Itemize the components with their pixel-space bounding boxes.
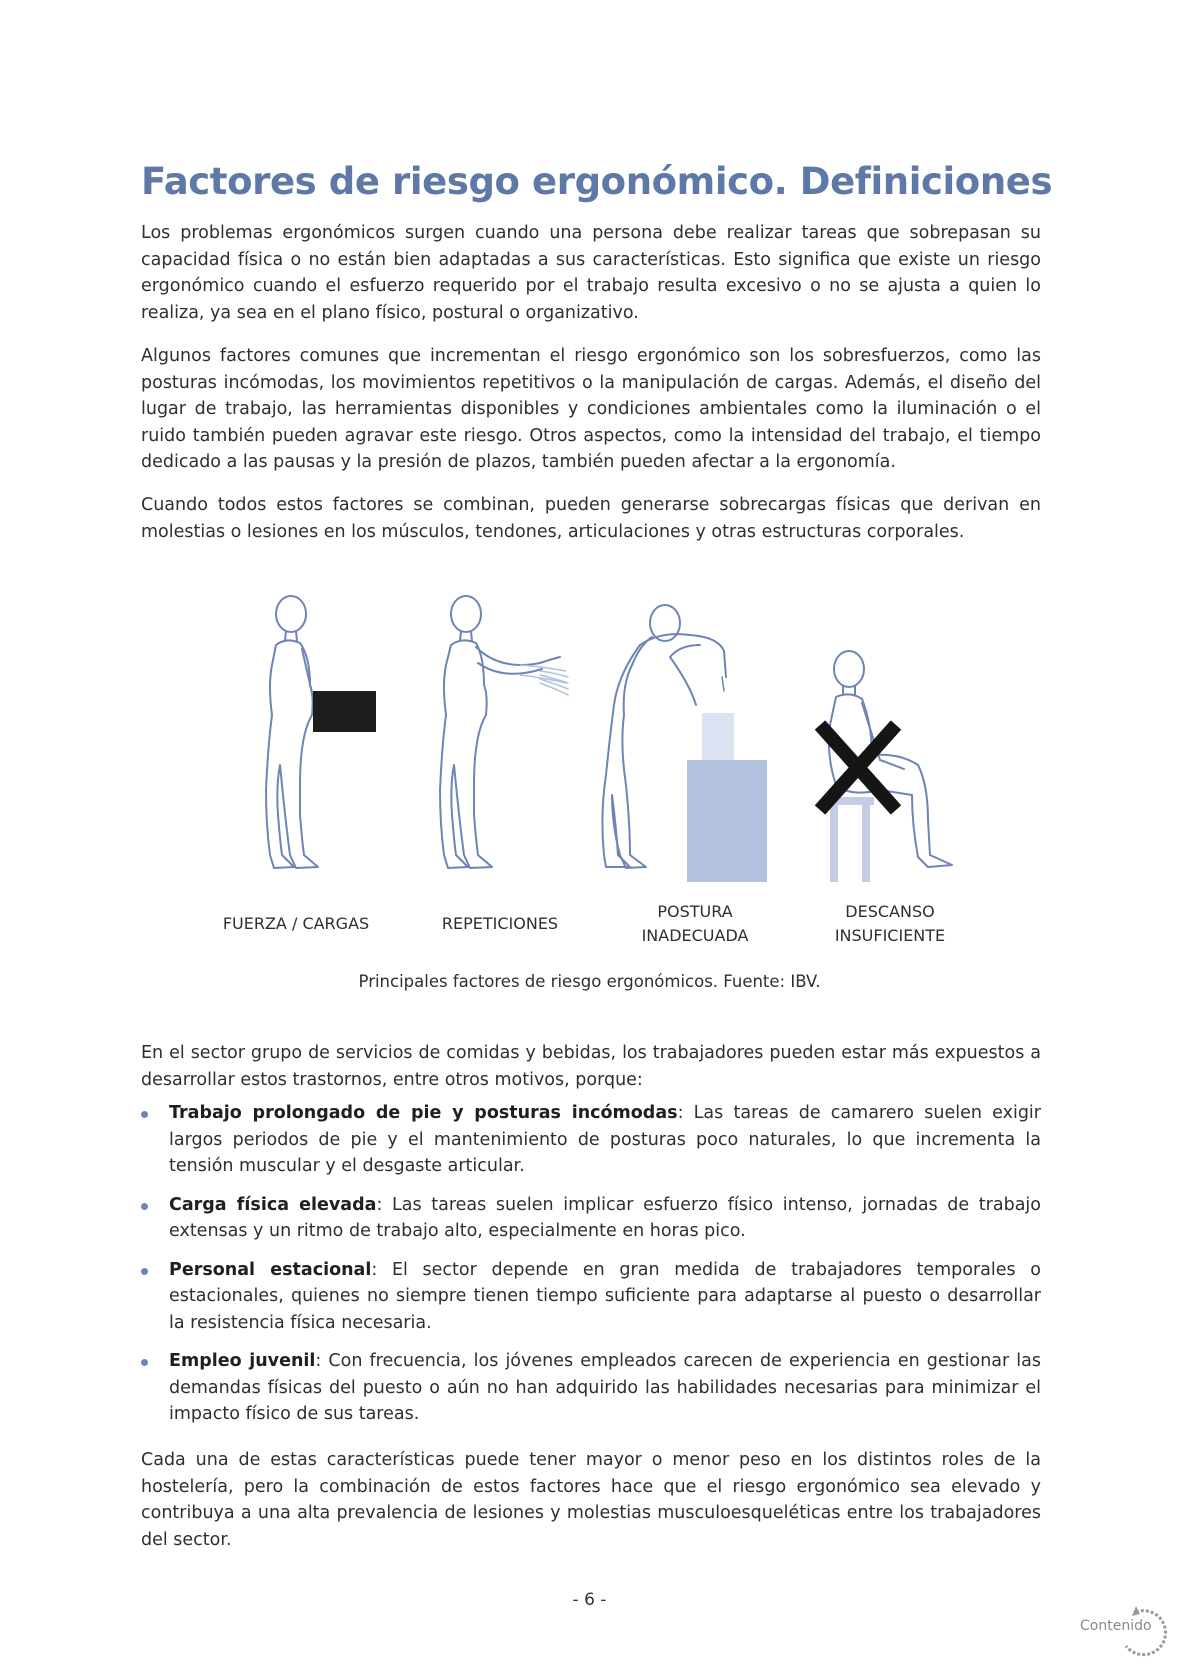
bullet-dot xyxy=(141,1359,148,1366)
paragraph-intro: Los problemas ergonómicos surgen cuando una persona debe realizar tareas que sobrepasan su capacidad física o no están bien adaptadas a sus características. Esto significa que existe un riesgo ergonómico cuando el esfuerzo requerido por el trabajo resulta excesivo o no se ajusta a quien lo realiza, ya sea en el plano físico, postural o organizativo. xyxy=(141,223,1041,323)
contenido-label: Contenido xyxy=(1080,1618,1152,1634)
figure-illustrations xyxy=(0,585,1179,885)
bullet-item xyxy=(141,1100,1041,1180)
bullet-text: : Con frecuencia, los jóvenes empleados carecen de experiencia en gestionar las demandas físicas del puesto o aún no han adquirido las habilidades necesarias para minimizar el impacto físico de sus tareas. xyxy=(169,1351,1042,1424)
figure-caption: Principales factores de riesgo ergonómicos. Fuente: IBV. xyxy=(358,972,821,991)
label-descanso xyxy=(820,900,960,948)
bullet-dot xyxy=(141,1203,148,1210)
paragraph-closing: Cada una de estas características puede tener mayor o menor peso en los distintos roles de la hostelería, pero la combinación de estos factores hace que el riesgo ergonómico sea elevado y contribuya a una alta prevalencia de lesiones y molestias musculoesqueléticas entre los trabajadores del sector. xyxy=(141,1450,1041,1550)
page-title: Factores de riesgo ergonómico. Definiciones xyxy=(141,160,1053,203)
label-descanso-line1: DESCANSO xyxy=(845,902,935,921)
bullet-term: Personal estacional xyxy=(169,1259,372,1280)
bullet-text: : El sector depende en gran medida de trabajadores temporales o estacionales, quienes no siempre tienen tiempo suficiente para adaptarse al puesto o desarrollar la resistencia física necesaria. xyxy=(169,1259,1042,1333)
bullet-text: : Las tareas suelen implicar esfuerzo físico intenso, jornadas de trabajo extensas y un ritmo de trabajo alto, especialmente en horas pico. xyxy=(169,1194,1041,1241)
paragraph-sector: En el sector grupo de servicios de comidas y bebidas, los trabajadores pueden estar más expuestos a desarrollar estos trastornos, entre otros motivos, porque: xyxy=(141,1043,1041,1090)
contenido-nav-button[interactable] xyxy=(1080,1602,1168,1658)
label-postura-line2: INADECUADA xyxy=(641,926,749,945)
tall-block xyxy=(687,760,767,882)
repeticiones-figure xyxy=(440,596,568,868)
page-number: - 6 - xyxy=(572,1590,607,1610)
paragraph-factors: Algunos factores comunes que incrementan el riesgo ergonómico son los sobresfuerzos, como las posturas incómodas, los movimientos repetitivos o la manipulación de cargas. Además, el diseño del lugar de trabajo, las herramientas disponibles y condiciones ambientales como la iluminación o el ruido también pueden agravar este riesgo. Otros aspectos, como la intensidad del trabajo, el tiempo dedicado a las pausas y la presión de plazos, también pueden afectar a la ergonomía. xyxy=(141,346,1041,472)
bullet-dot xyxy=(141,1268,148,1275)
bullet-term: Empleo juvenil xyxy=(169,1351,316,1371)
small-block xyxy=(702,713,734,761)
load-box xyxy=(313,691,376,732)
label-repeticiones: REPETICIONES xyxy=(441,914,559,933)
bullet-list xyxy=(141,1100,1041,1440)
risk-factors-figure xyxy=(0,585,1179,955)
paragraph-overload: Cuando todos estos factores se combinan, pueden generarse sobrecargas físicas que derivan en molestias o lesiones en los músculos, tendones, articulaciones y otras estructuras corporales. xyxy=(141,495,1041,542)
bullet-term: Carga física elevada xyxy=(169,1194,377,1215)
bullet-item xyxy=(141,1348,1041,1428)
bullet-text: : Las tareas de camarero suelen exigir largos periodos de pie y el mantenimiento de posturas poco naturales, lo que incrementa la tensión muscular y el desgaste articular. xyxy=(169,1103,1041,1176)
label-postura-line1: POSTURA xyxy=(657,902,733,921)
bullet-item xyxy=(141,1257,1041,1337)
bullet-term: Trabajo prolongado de pie y posturas incómodas xyxy=(169,1103,678,1123)
bullet-dot xyxy=(141,1111,148,1118)
label-fuerza-cargas: FUERZA / CARGAS xyxy=(222,914,370,933)
bullet-item xyxy=(141,1192,1041,1245)
label-postura xyxy=(630,900,760,948)
label-descanso-line2: INSUFICIENTE xyxy=(834,926,946,945)
stool xyxy=(828,797,874,882)
